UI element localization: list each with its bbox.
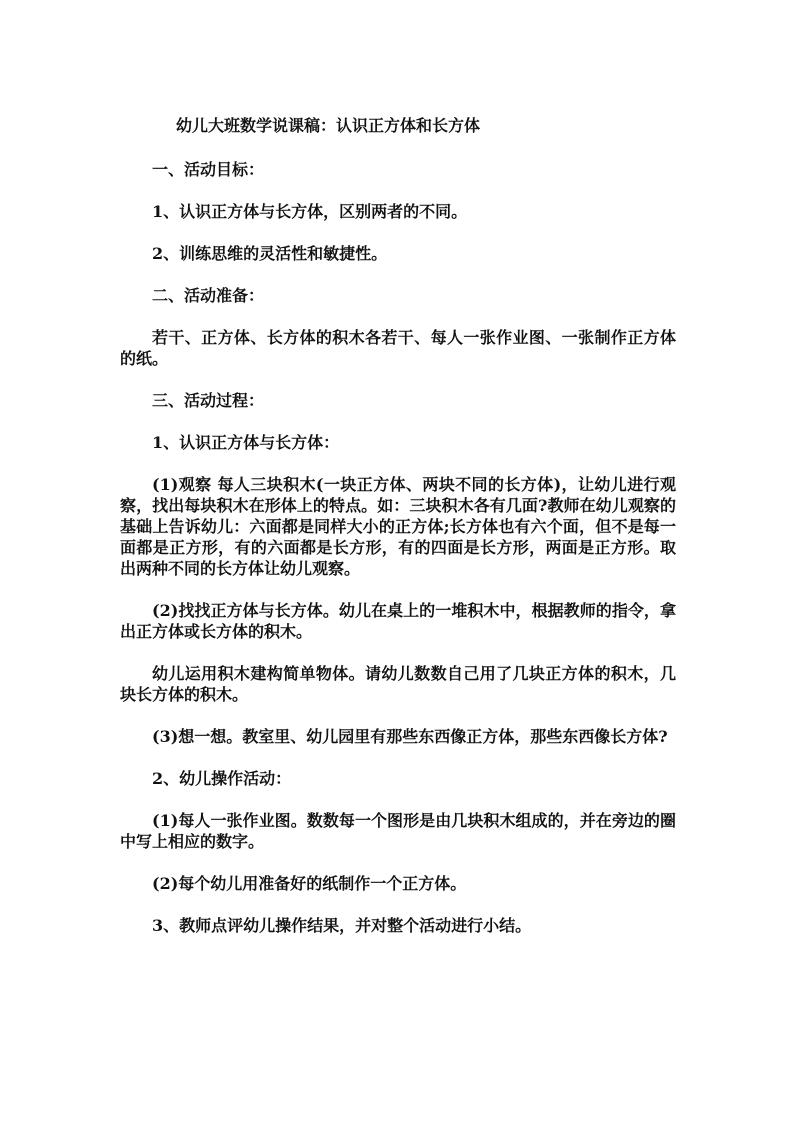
process-step-2-make-cube: (2)每个幼儿用准备好的纸制作一个正方体。 [152,874,467,893]
objective-item-1: 1、认识正方体与长方体，区别两者的不同。 [152,202,468,221]
section-heading-objectives: 一、活动目标： [152,160,265,179]
preparation-text: 若干、正方体、长方体的积木各若干、每人一张作业图、一张制作正方体的纸。 [120,328,676,368]
process-step-2-heading: 2、幼儿操作活动： [152,769,292,788]
document-body [120,116,676,957]
process-step-3-summary: 3、教师点评幼儿操作结果，并对整个活动进行小结。 [152,916,532,935]
process-step-1-heading: 1、认识正方体与长方体： [152,433,340,452]
section-heading-preparation: 二、活动准备： [152,286,265,305]
process-step-1-observe: (1)观察 每人三块积木(一块正方体、两块不同的长方体)，让幼儿进行观察，找出每块积木在形体上的特点。如：三块积木各有几面?教师在幼儿观察的基础上告诉幼儿：六面都是同样大小的正方体;长方体也有六个面，但不是每一面都是正方形，有的六面都是长方形，有的四面是长方形，两面是正方形。取出两种不同的长方体让幼儿观察。 [120,475,676,578]
section-heading-process: 三、活动过程： [152,391,265,410]
objective-item-2: 2、训练思维的灵活性和敏捷性。 [152,244,388,263]
process-step-2-worksheet: (1)每人一张作业图。数数每一个图形是由几块积木组成的，并在旁边的圈中写上相应的数字。 [120,811,676,851]
process-step-1-build: 幼儿运用积木建构简单物体。请幼儿数数自己用了几块正方体的积木，几块长方体的积木。 [120,664,676,704]
process-step-1-find: (2)找找正方体与长方体。幼儿在桌上的一堆积木中，根据教师的指令，拿出正方体或长方体的积木。 [120,601,676,641]
document-title: 幼儿大班数学说课稿：认识正方体和长方体 [176,116,481,135]
process-step-1-think: (3)想一想。教室里、幼儿园里有那些东西像正方体，那些东西像长方体? [152,727,668,746]
